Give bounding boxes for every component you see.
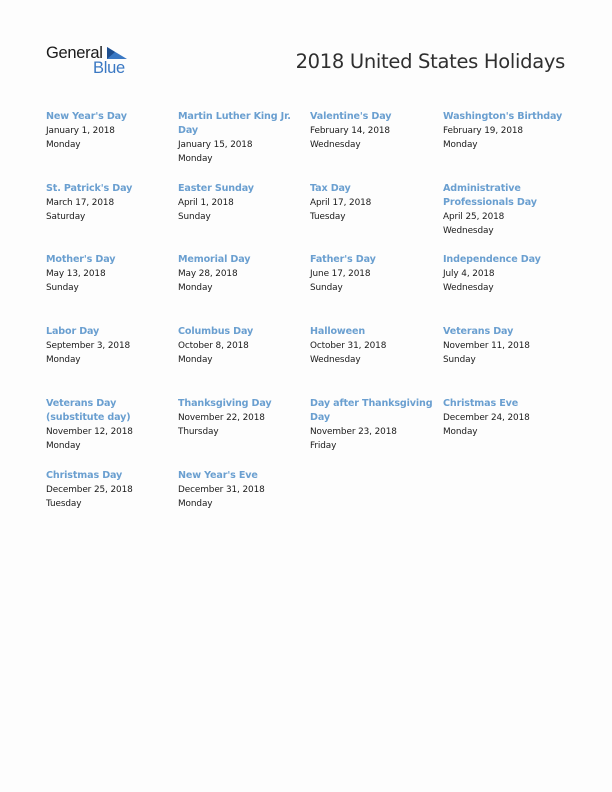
holiday-entry [443, 253, 567, 295]
holiday-date: April 1, 2018 [178, 198, 234, 208]
logo-text-general: General [46, 44, 103, 62]
holiday-name: Tax Day [310, 183, 351, 194]
holiday-name: Washington's Birthday [443, 111, 563, 122]
holiday-name: Veterans Day [443, 326, 514, 337]
holiday-date: November 22, 2018 [178, 413, 265, 423]
holiday-date: November 11, 2018 [443, 341, 530, 351]
holiday-date: May 13, 2018 [46, 269, 106, 279]
holiday-name: Valentine's Day [310, 111, 392, 122]
holiday-name: Christmas Eve [443, 398, 519, 409]
holiday-entry [178, 397, 302, 439]
holiday-name: Labor Day [46, 326, 100, 337]
holiday-date: February 19, 2018 [443, 126, 523, 136]
holiday-name: Columbus Day [178, 326, 254, 337]
holiday-date: April 25, 2018 [443, 212, 505, 222]
holiday-weekday: Monday [46, 355, 81, 365]
holiday-entry [178, 325, 302, 367]
holiday-weekday: Monday [178, 154, 213, 164]
holiday-entry [443, 182, 567, 238]
holiday-entry [46, 110, 170, 152]
holiday-date: October 8, 2018 [178, 341, 249, 351]
holiday-name: Halloween [310, 326, 366, 337]
holiday-name: New Year's Eve [178, 470, 258, 481]
holiday-entry [310, 253, 434, 295]
holiday-date: December 25, 2018 [46, 485, 133, 495]
brand-logo [46, 44, 136, 80]
holiday-date: June 17, 2018 [310, 269, 371, 279]
holiday-date: January 15, 2018 [178, 140, 253, 150]
holiday-weekday: Sunday [46, 283, 79, 293]
holiday-weekday: Monday [178, 499, 213, 509]
holiday-entry [443, 325, 567, 367]
holiday-entry [178, 110, 302, 166]
holiday-entry [46, 397, 170, 453]
holiday-weekday: Monday [178, 355, 213, 365]
holiday-name: Easter Sunday [178, 183, 254, 194]
holiday-date: February 14, 2018 [310, 126, 390, 136]
holiday-date: April 17, 2018 [310, 198, 372, 208]
holiday-name: Day after Thanksgiving Day [310, 398, 433, 423]
holiday-name: Administrative Professionals Day [443, 183, 537, 208]
holiday-weekday: Wednesday [443, 226, 494, 236]
holiday-weekday: Saturday [46, 212, 86, 222]
holiday-name: Veterans Day (substitute day) [46, 398, 131, 423]
holiday-entry [310, 182, 434, 224]
holiday-entry [310, 110, 434, 152]
holiday-entry [46, 325, 170, 367]
holiday-weekday: Monday [443, 140, 478, 150]
holiday-date: October 31, 2018 [310, 341, 387, 351]
holiday-name: New Year's Day [46, 111, 127, 122]
holiday-weekday: Friday [310, 441, 337, 451]
holiday-weekday: Wednesday [443, 283, 494, 293]
holiday-date: November 23, 2018 [310, 427, 397, 437]
holiday-weekday: Monday [46, 140, 81, 150]
holiday-entry [443, 397, 567, 439]
holiday-entry [310, 325, 434, 367]
holiday-weekday: Wednesday [310, 140, 361, 150]
holiday-entry [178, 469, 302, 511]
holiday-entry [178, 182, 302, 224]
holiday-date: July 4, 2018 [443, 269, 495, 279]
holiday-date: December 31, 2018 [178, 485, 265, 495]
holiday-entry [46, 182, 170, 224]
holiday-date: September 3, 2018 [46, 341, 131, 351]
holiday-weekday: Sunday [443, 355, 476, 365]
holiday-name: Thanksgiving Day [178, 398, 272, 409]
holiday-date: May 28, 2018 [178, 269, 238, 279]
holiday-weekday: Tuesday [46, 499, 82, 509]
holiday-date: March 17, 2018 [46, 198, 114, 208]
page-title: 2018 United States Holidays [295, 50, 565, 73]
holiday-weekday: Sunday [178, 212, 211, 222]
holiday-entry [46, 253, 170, 295]
holiday-weekday: Monday [46, 441, 81, 451]
holiday-weekday: Tuesday [310, 212, 346, 222]
logo-text-blue: Blue [93, 59, 125, 77]
holiday-entry [443, 110, 567, 152]
holiday-date: November 12, 2018 [46, 427, 133, 437]
holiday-weekday: Sunday [310, 283, 343, 293]
holiday-date: January 1, 2018 [46, 126, 115, 136]
holiday-weekday: Thursday [178, 427, 219, 437]
holiday-name: Memorial Day [178, 254, 251, 265]
holiday-name: Mother's Day [46, 254, 116, 265]
holiday-weekday: Monday [178, 283, 213, 293]
holiday-weekday: Wednesday [310, 355, 361, 365]
holiday-name: Independence Day [443, 254, 541, 265]
holiday-weekday: Monday [443, 427, 478, 437]
holiday-name: Martin Luther King Jr. Day [178, 111, 291, 136]
holiday-entry [178, 253, 302, 295]
holiday-name: St. Patrick's Day [46, 183, 133, 194]
holiday-name: Father's Day [310, 254, 376, 265]
holiday-entry [310, 397, 434, 453]
holiday-entry [46, 469, 170, 511]
holiday-date: December 24, 2018 [443, 413, 530, 423]
holiday-name: Christmas Day [46, 470, 123, 481]
